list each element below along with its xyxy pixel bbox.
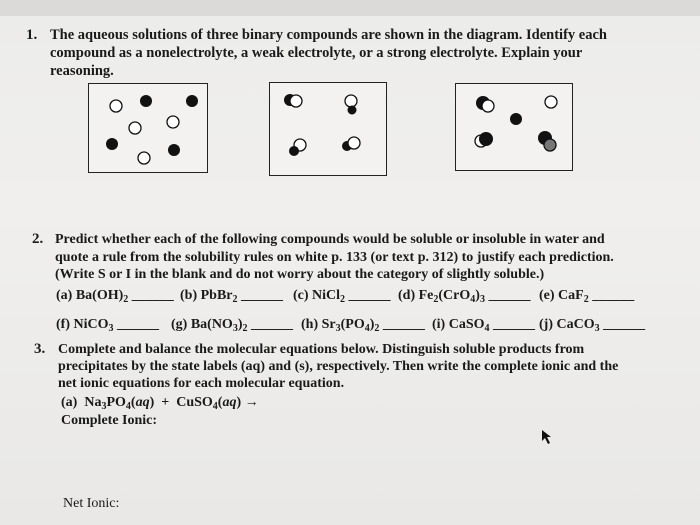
q3-line3: net ionic equations for each molecular equation. [58, 376, 345, 391]
net-ionic-label: Net Ionic: [63, 496, 120, 511]
q2-line1: Predict whether each of the following compounds would be soluble or insoluble in water and [55, 232, 605, 247]
molecule-pair [538, 131, 556, 151]
particles-box-1 [89, 84, 209, 174]
complete-ionic-label: Complete Ionic: [61, 413, 158, 428]
molecule [129, 122, 141, 134]
q1-number: 1. [26, 27, 38, 43]
molecule [510, 113, 522, 125]
compound-i: (i) CaSO$_4$ ______ [432, 317, 535, 334]
compound-b: (b) PbBr$_2$ ______ [180, 288, 283, 305]
molecule [106, 138, 118, 150]
molecule-pair [284, 94, 302, 107]
compound-g: (g) $Ba(NO_3)_2$ ______ [171, 317, 293, 334]
compound-d: (d) $Fe_2(CrO_4)_3$ ______ [398, 288, 531, 305]
solution-box-1 [88, 83, 208, 173]
particles-box-2 [270, 83, 388, 177]
molecule [186, 95, 198, 107]
molecule-pair [476, 96, 494, 112]
molecule-pair [345, 95, 357, 115]
equation-a: (a) $Na_3PO_4(aq)$ + CuSO$_4$(aq) → [61, 395, 259, 412]
compound-a: (a) $Ba(OH)_2$ ______ [56, 288, 174, 305]
q2-line3: (Write S or I in the blank and do not worry about the category of slightly soluble.) [55, 267, 545, 282]
molecule [168, 144, 180, 156]
molecule-pair [289, 139, 306, 156]
compound-h: (h) $Sr_3(PO_4)_2$ ______ [301, 317, 425, 334]
q3-number: 3. [34, 341, 46, 357]
molecule [110, 100, 122, 112]
q3-line2: precipitates by the state labels (aq) and (s), respectively. Then write the complete ionic and the [58, 359, 619, 374]
q3-line1: Complete and balance the molecular equations below. Distinguish soluble products from [58, 342, 585, 357]
compound-c: (c) NiCl$_2$ ______ [293, 288, 391, 305]
q1-line1: The aqueous solutions of three binary compounds are shown in the diagram. Identify each [50, 27, 607, 43]
molecule [140, 95, 152, 107]
molecule [167, 116, 179, 128]
molecule-pair [475, 132, 493, 147]
top-edge [0, 0, 700, 16]
molecule [138, 152, 150, 164]
compound-e: (e) CaF$_2$ ______ [539, 288, 635, 305]
compound-f: (f) NiCO$_3$ ______ [56, 317, 159, 334]
cursor-arrow-icon [541, 429, 553, 445]
solution-box-3 [455, 83, 573, 171]
q2-number: 2. [32, 231, 44, 247]
particles-box-3 [456, 84, 574, 172]
q1-line3: reasoning. [50, 63, 114, 79]
q1-line2: compound as a nonelectrolyte, a weak electrolyte, or a strong electrolyte. Explain your [50, 45, 583, 61]
q2-line2: quote a rule from the solubility rules on white p. 133 (or text p. 312) to justify each prediction. [55, 250, 614, 265]
solution-box-2 [269, 82, 387, 176]
compound-j: (j) CaCO$_3$ ______ [539, 317, 646, 334]
molecule-pair [342, 137, 360, 151]
molecule [545, 96, 557, 108]
